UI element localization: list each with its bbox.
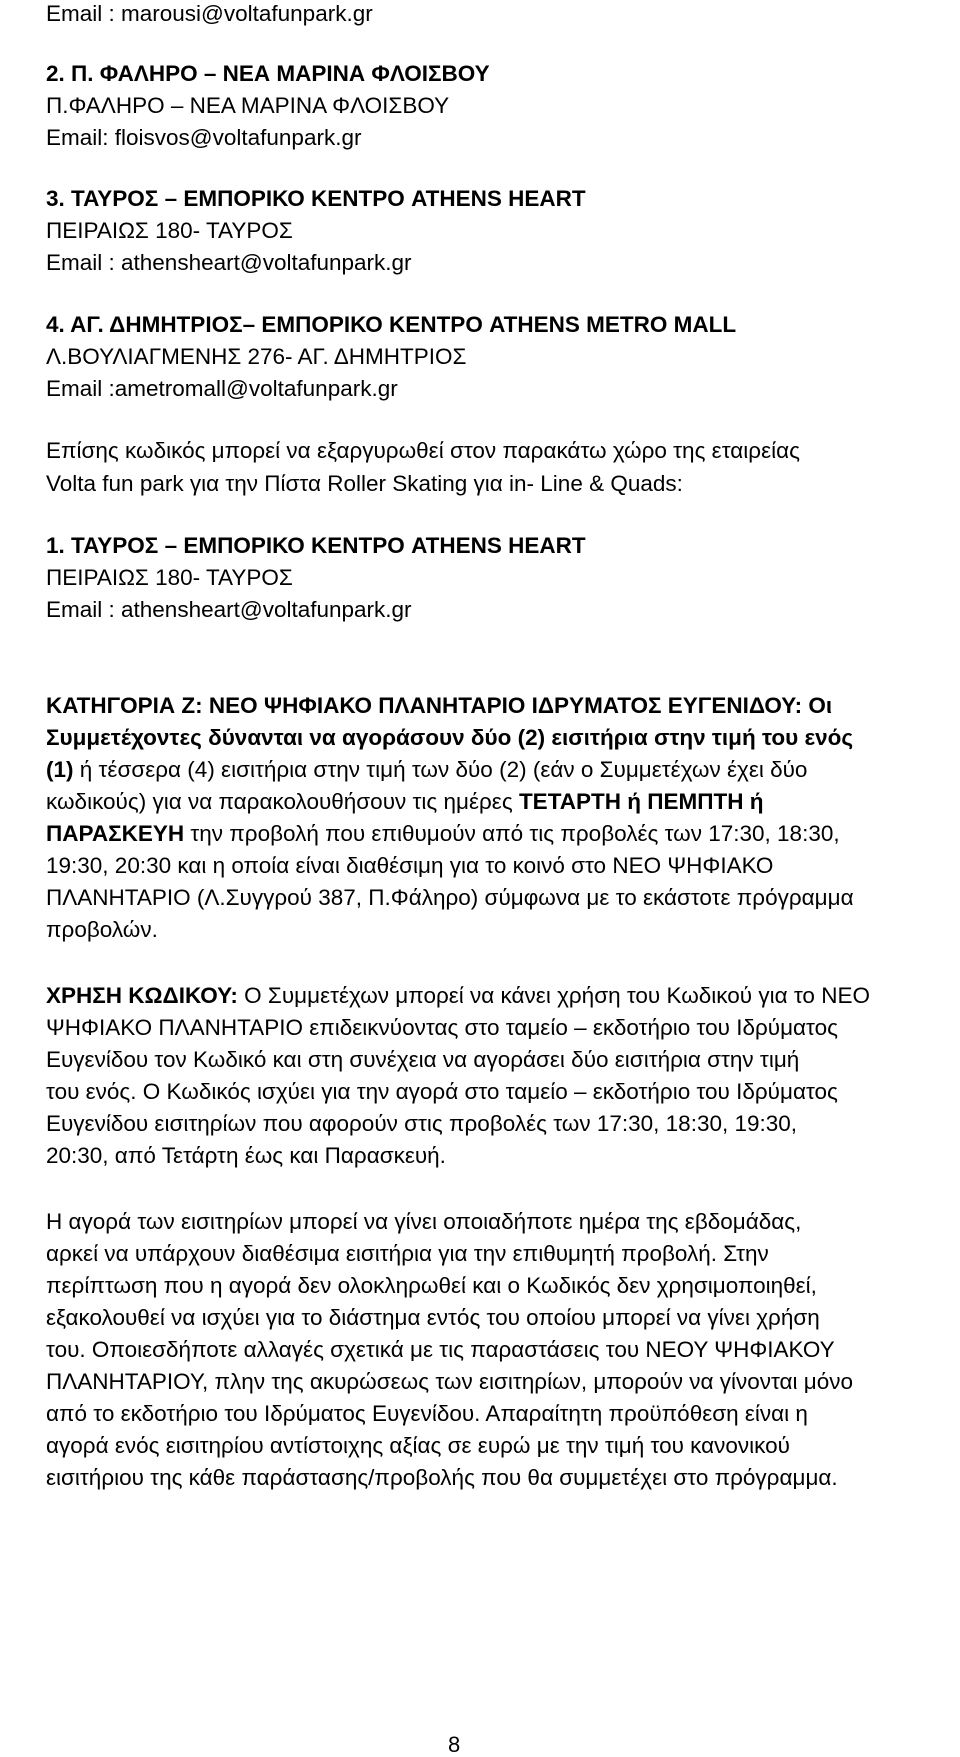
- category-z-line-3: [46, 759, 807, 782]
- category-z-line-5-rest: την προβολή που επιθυμούν από τις προβολές των 17:30, 18:30,: [190, 821, 840, 846]
- category-z-heading: ΚΑΤΗΓΟΡΙΑ Ζ: ΝΕΟ ΨΗΦΙΑΚΟ ΠΛΑΝΗΤΑΡΙΟ ΙΔΡΥΜΑΤΟΣ ΕΥΓΕΝΙΔΟΥ: Οι: [46, 693, 833, 718]
- roller-venue-1-address: ΠΕΙΡΑΙΩΣ 180- ΤΑΥΡΟΣ: [46, 565, 293, 590]
- roller-intro-line-1: Επίσης κωδικός μπορεί να εξαργυρωθεί στον παρακάτω χώρο της εταιρείας: [46, 438, 800, 463]
- code-usage-line-5: Ευγενίδου εισιτηρίων που αφορούν στις προβολές των 17:30, 18:30, 19:30,: [46, 1111, 798, 1136]
- purchase-line-3: περίπτωση που η αγορά δεν ολοκληρωθεί και ο Κωδικός δεν χρησιμοποιηθεί,: [46, 1273, 817, 1298]
- venue-4-email: Email :ametromall@voltafunpark.gr: [46, 376, 398, 401]
- purchase-line-2: αρκεί να υπάρχουν διαθέσιμα εισιτήρια για την επιθυμητή προβολή. Στην: [46, 1241, 769, 1266]
- code-usage-line-4: του ενός. Ο Κωδικός ισχύει για την αγορά στο ταμείο – εκδοτήριο του Ιδρύματος: [46, 1079, 838, 1104]
- code-usage-line-6: 20:30, από Τετάρτη έως και Παρασκευή.: [46, 1143, 446, 1168]
- category-z-line-4-text: κωδικούς) για να παρακολουθήσουν τις ημέρες: [46, 789, 513, 814]
- venue-4-title: 4. ΑΓ. ΔΗΜΗΤΡΙΟΣ– ΕΜΠΟΡΙΚΟ ΚΕΝΤΡΟ ATHENS METRO MALL: [46, 312, 737, 337]
- code-usage-line-3: Ευγενίδου τον Κωδικό και στη συνέχεια να αγοράσει δύο εισιτήρια στην τιμή: [46, 1047, 800, 1072]
- venue-3-email: Email : athensheart@voltafunpark.gr: [46, 250, 412, 275]
- code-usage-line-1-rest: Ο Συμμετέχων μπορεί να κάνει χρήση του Κωδικού για το ΝΕΟ: [244, 983, 870, 1008]
- venue-2-email: Email: floisvos@voltafunpark.gr: [46, 125, 362, 150]
- category-z-line-6: 19:30, 20:30 και η οποία είναι διαθέσιμη για το κοινό στο ΝΕΟ ΨΗΦΙΑΚΟ: [46, 853, 774, 878]
- code-usage-heading: ΧΡΗΣΗ ΚΩΔΙΚΟΥ:: [46, 983, 238, 1008]
- category-z-line-5: [46, 823, 840, 846]
- category-z-line-3-rest: ή τέσσερα (4) εισιτήρια στην τιμή των δύο (2) (εάν ο Συμμετέχων έχει δύο: [79, 757, 808, 782]
- category-z-line-8: προβολών.: [46, 917, 158, 942]
- category-z-line-2: Συμμετέχοντες δύνανται να αγοράσουν δύο (2) εισιτήρια στην τιμή του ενός: [46, 725, 854, 750]
- venue-3-title: 3. ΤΑΥΡΟΣ – ΕΜΠΟΡΙΚΟ ΚΕΝΤΡΟ ATHENS HEART: [46, 186, 586, 211]
- venue-2-title: 2. Π. ΦΑΛΗΡΟ – ΝΕΑ ΜΑΡΙΝΑ ΦΛΟΙΣΒΟΥ: [46, 61, 490, 86]
- purchase-line-4: εξακολουθεί να ισχύει για το διάστημα εντός του οποίου μπορεί να γίνει χρήση: [46, 1305, 820, 1330]
- roller-venue-1-email: Email : athensheart@voltafunpark.gr: [46, 597, 412, 622]
- venue-3-address: ΠΕΙΡΑΙΩΣ 180- ΤΑΥΡΟΣ: [46, 218, 293, 243]
- roller-intro-line-2: Volta fun park για την Πίστα Roller Skating για in- Line & Quads:: [46, 471, 683, 496]
- roller-venue-1-title: 1. ΤΑΥΡΟΣ – ΕΜΠΟΡΙΚΟ ΚΕΝΤΡΟ ATHENS HEART: [46, 533, 586, 558]
- category-z-friday: ΠΑΡΑΣΚΕΥΗ: [46, 821, 185, 846]
- purchase-line-6: ΠΛΑΝΗΤΑΡΙΟΥ, πλην της ακυρώσεως των εισιτηρίων, μπορούν να γίνονται μόνο: [46, 1369, 854, 1394]
- code-usage-line-2: ΨΗΦΙΑΚΟ ΠΛΑΝΗΤΑΡΙΟ επιδεικνύοντας στο ταμείο – εκδοτήριο του Ιδρύματος: [46, 1015, 838, 1040]
- category-z-days: ΤΕΤΑΡΤΗ ή ΠΕΜΠΤΗ ή: [518, 789, 764, 814]
- purchase-line-5: του. Οποιεσδήποτε αλλαγές σχετικά με τις παραστάσεις του ΝΕΟΥ ΨΗΦΙΑΚΟΥ: [46, 1337, 835, 1362]
- category-z-line-3-bold: (1): [46, 757, 74, 782]
- category-z-line-4: [46, 791, 764, 814]
- code-usage-line-1: [46, 985, 870, 1008]
- marousi-email: Email : marousi@voltafunpark.gr: [46, 1, 373, 26]
- page-number: 8: [448, 1732, 461, 1757]
- purchase-line-7: από το εκδοτήριο του Ιδρύματος Ευγενίδου. Απαραίτητη προϋπόθεση είναι η: [46, 1401, 808, 1426]
- category-z-line-7: ΠΛΑΝΗΤΑΡΙΟ (Λ.Συγγρού 387, Π.Φάληρο) σύμφωνα με το εκάστοτε πρόγραμμα: [46, 885, 854, 910]
- purchase-line-1: Η αγορά των εισιτηρίων μπορεί να γίνει οποιαδήποτε ημέρα της εβδομάδας,: [46, 1209, 802, 1234]
- venue-4-address: Λ.ΒΟΥΛΙΑΓΜΕΝΗΣ 276- ΑΓ. ΔΗΜΗΤΡΙΟΣ: [46, 344, 467, 369]
- venue-2-address: Π.ΦΑΛΗΡΟ – ΝΕΑ ΜΑΡΙΝΑ ΦΛΟΙΣΒΟΥ: [46, 93, 450, 118]
- purchase-line-9: εισιτήριου της κάθε παράστασης/προβολής που θα συμμετέχει στο πρόγραμμα.: [46, 1465, 838, 1490]
- purchase-line-8: αγορά ενός εισιτηρίου αντίστοιχης αξίας σε ευρώ με την τιμή του κανονικού: [46, 1433, 790, 1458]
